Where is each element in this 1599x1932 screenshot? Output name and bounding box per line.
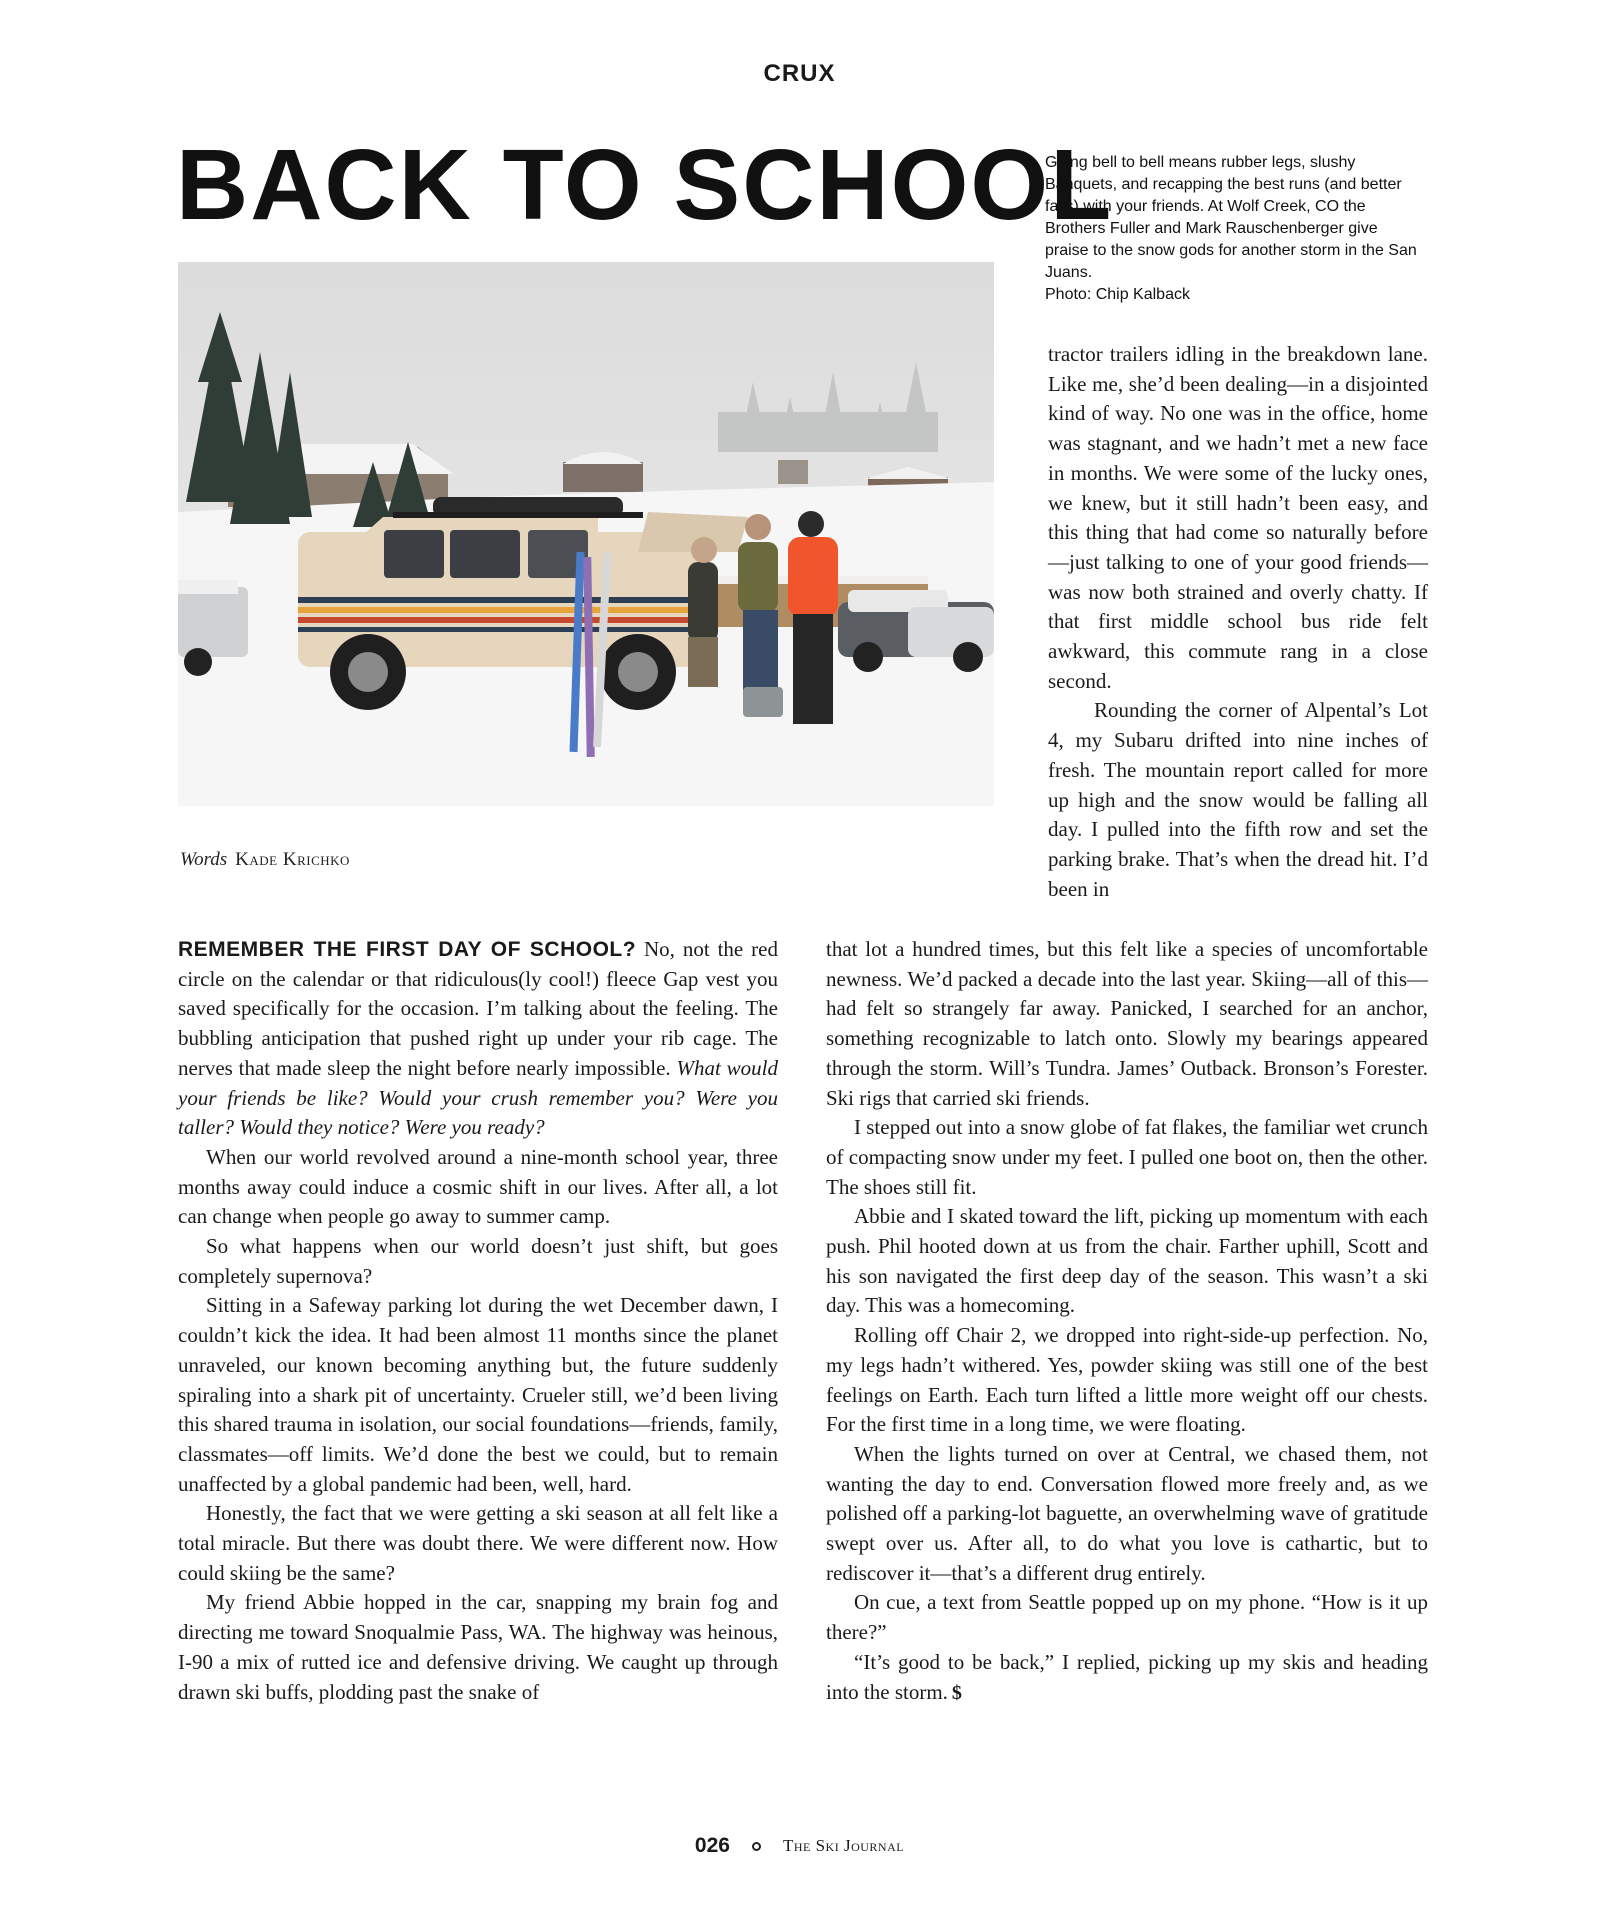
end-mark-icon: $ bbox=[951, 1681, 962, 1704]
body-paragraph bbox=[826, 1648, 1428, 1708]
body-paragraph: that lot a hundred times, but this felt like a species of uncomfortable newness. We’d packed a decade into the last year. Skiing—all of this—had felt so strangely far away. Panicked, I searched for an anchor, something recognizable to latch onto. Slowly my bearings appeared through the storm. Will’s Tundra. James’ Outback. Bronson’s Forester. Ski rigs that carried ski friends. bbox=[826, 937, 1428, 1110]
page-footer bbox=[0, 1834, 1599, 1858]
body-column-left bbox=[178, 935, 778, 1707]
paragraph-italic: What would your friends be like? Would your crush remember you? Were you taller? Would they notice? Were you ready? bbox=[178, 1055, 778, 1140]
body-paragraph: Rolling off Chair 2, we dropped into right-side-up perfection. No, my legs hadn’t withered. Yes, powder skiing was still one of the best feelings on Earth. Each turn lifted a little more weight off our chests. For the first time in a long time, we were floating. bbox=[826, 1323, 1428, 1437]
body-paragraph bbox=[178, 935, 778, 1143]
body-paragraph: So what happens when our world doesn’t just shift, but goes completely supernova? bbox=[178, 1234, 778, 1288]
feature-photo bbox=[178, 262, 994, 806]
body-paragraph: When the lights turned on over at Central, we chased them, not wanting the day to end. Conversation flowed more freely and, as we polished off a parking-lot baguette, an overwhelming wave of gratitude swept over us. After all, to do what you love is cathartic, but to rediscover it—that’s a different drug entirely. bbox=[826, 1441, 1428, 1585]
byline bbox=[180, 849, 350, 871]
body-paragraph: On cue, a text from Seattle popped up on my phone. “How is it up there?” bbox=[826, 1590, 1428, 1645]
body-paragraph: My friend Abbie hopped in the car, snapping my brain fog and directing me toward Snoqualmie Pass, WA. The highway was heinous, I-90 a mix of rutted ice and defensive driving. We caught up through drawn ski buffs, plodding past the snake of bbox=[178, 1590, 778, 1704]
body-paragraph: I stepped out into a snow globe of fat flakes, the familiar wet crunch of compacting snow under my feet. I pulled one boot on, then the other. The shoes still fit. bbox=[826, 1115, 1428, 1199]
byline-author: Kade Krichko bbox=[235, 849, 350, 870]
page-number: 026 bbox=[694, 1834, 730, 1857]
magazine-name: The Ski Journal bbox=[782, 1836, 905, 1855]
body-paragraph: Sitting in a Safeway parking lot during the wet December dawn, I couldn’t kick the idea. It had been almost 11 months since the planet unraveled, our known becoming anything but, the future suddenly spiraling into a shark pit of uncertainty. Crueler still, we’d been living this shared trauma in isolation, our social foundations—friends, family, classmates—off limits. We’d done the best we could, but to remain unaffected by a global pandemic had been, well, hard. bbox=[178, 1293, 778, 1496]
separator-circle-icon bbox=[752, 1842, 761, 1851]
byline-label: Words bbox=[180, 849, 228, 870]
body-paragraph: tractor trailers idling in the breakdown lane. Like me, she’d been dealing—in a disjointed kind of way. No one was in the office, home was stagnant, and we hadn’t met a new face in months. We were some of the lucky ones, we knew, but it still hadn’t been easy, and this thing that had come so naturally before—just talking to one of your good friends—was now both strained and overly chatty. If that first middle school bus ride felt awkward, this commute rang in a close second. bbox=[1048, 342, 1428, 693]
body-column-right-bottom bbox=[826, 935, 1428, 1708]
body-paragraph: Rounding the corner of Alpental’s Lot 4, my Subaru drifted into nine inches of fresh. The mountain report called for more up high and the snow would be falling all day. I pulled into the fifth row and set the parking brake. That’s when the dread hit. I’d been in bbox=[1048, 698, 1428, 901]
body-paragraph: Abbie and I skated toward the lift, picking up momentum with each push. Phil hooted down at us from the chair. Farther uphill, Scott and his son navigated the first deep day of the season. This wasn’t a ski day. This was a homecoming. bbox=[826, 1204, 1428, 1318]
caption-text: Going bell to bell means rubber legs, slushy Banquets, and recapping the best runs (and better falls) with your friends. At Wolf Creek, CO the Brothers Fuller and Mark Rauschenberger give praise to the snow gods for another storm in the San Juans. bbox=[1045, 154, 1417, 281]
photo-caption bbox=[1045, 152, 1425, 306]
section-label: CRUX bbox=[763, 60, 836, 87]
body-paragraph: When our world revolved around a nine-month school year, three months away could induce a cosmic shift in our lives. After all, a lot can change when people go away to summer camp. bbox=[178, 1144, 778, 1229]
body-column-right-top bbox=[1048, 340, 1428, 904]
paragraph-text: No, not the red circle on the calendar or that ridiculous(ly cool!) fleece Gap vest you saved specifically for the occasion. I’m talking about the feeling. The bubbling anticipation that pushed right up under your rib cage. The nerves that made sleep the night before nearly impossible. bbox=[178, 937, 778, 1080]
photo-credit: Photo: Chip Kalback bbox=[1045, 286, 1190, 303]
paragraph-text: “It’s good to be back,” I replied, picking up my skis and heading into the storm. bbox=[826, 1649, 1428, 1704]
body-paragraph: Honestly, the fact that we were getting a ski season at all felt like a total miracle. But there was doubt there. We were different now. How could skiing be the same? bbox=[178, 1501, 778, 1585]
headline: BACK TO SCHOOL bbox=[176, 129, 1114, 241]
lead-in: REMEMBER THE FIRST DAY OF SCHOOL? bbox=[178, 938, 637, 961]
